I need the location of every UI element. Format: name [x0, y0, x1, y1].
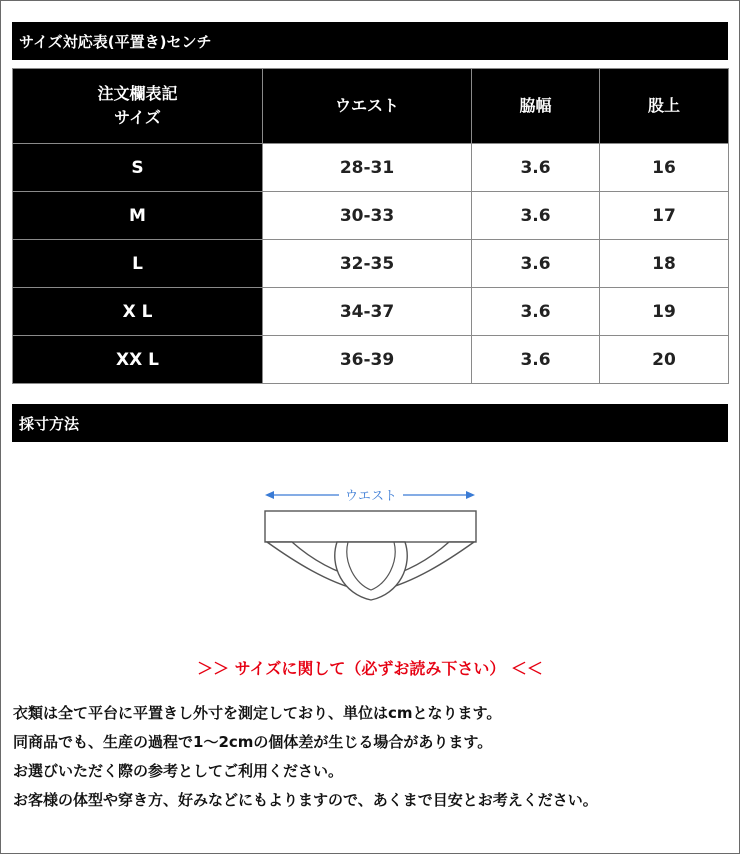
measurement-diagram: [255, 478, 485, 618]
header-size-line2: サイズ: [114, 108, 161, 127]
rise-cell: 16: [600, 144, 729, 192]
size-cell: M: [13, 192, 263, 240]
table-row: [13, 240, 729, 288]
leg-width-cell: 3.6: [472, 240, 600, 288]
size-chart-heading: [12, 22, 728, 60]
leg-width-cell: 3.6: [472, 144, 600, 192]
size-cell: S: [13, 144, 263, 192]
table-row: [13, 192, 729, 240]
header-size-line1: 注文欄表記: [97, 84, 178, 103]
header-rise: 股上: [600, 69, 729, 144]
note-line: 同商品でも、生産の過程で1～2cmの個体差が生じる場合があります。: [13, 733, 493, 751]
waist-label: ウエスト: [344, 489, 398, 504]
header-waist: ウエスト: [263, 69, 472, 144]
leg-width-cell: 3.6: [472, 192, 600, 240]
waist-cell: 28-31: [263, 144, 472, 192]
table-row: [13, 144, 729, 192]
rise-cell: 17: [600, 192, 729, 240]
note-line: お客様の体型や穿き方、好みなどにもよりますので、あくまで目安とお考えください。: [13, 791, 598, 809]
measurement-title: 採寸方法: [19, 414, 80, 433]
rise-cell: 20: [600, 336, 729, 384]
size-table: [12, 68, 729, 384]
size-chart-title: サイズ対応表(平置き)センチ: [19, 32, 212, 51]
size-notice-link: ＞＞ サイズに関して（必ずお読み下さい） ＜＜: [197, 659, 543, 678]
waist-cell: 34-37: [263, 288, 472, 336]
header-size: [13, 69, 263, 144]
pouch: [335, 542, 407, 600]
leg-width-cell: 3.6: [472, 336, 600, 384]
note-line: 衣類は全て平台に平置きし外寸を測定しており、単位はcmとなります。: [13, 704, 502, 722]
measurement-heading: [12, 404, 728, 442]
waist-cell: 32-35: [263, 240, 472, 288]
table-header-row: [13, 69, 729, 144]
size-cell: X L: [13, 288, 263, 336]
table-row: [13, 336, 729, 384]
header-leg-width: 脇幅: [472, 69, 600, 144]
waist-cell: 30-33: [263, 192, 472, 240]
rise-cell: 19: [600, 288, 729, 336]
arrow-right-head: [466, 491, 475, 499]
size-cell: L: [13, 240, 263, 288]
rise-cell: 18: [600, 240, 729, 288]
jockstrap-diagram: [255, 478, 485, 618]
arrow-left-head: [265, 491, 274, 499]
waistband: [265, 511, 476, 542]
leg-width-cell: 3.6: [472, 288, 600, 336]
size-cell: XX L: [13, 336, 263, 384]
note-line: お選びいただく際の参考としてご利用ください。: [13, 762, 344, 780]
table-row: [13, 288, 729, 336]
notes-block: [13, 702, 733, 818]
waist-cell: 36-39: [263, 336, 472, 384]
